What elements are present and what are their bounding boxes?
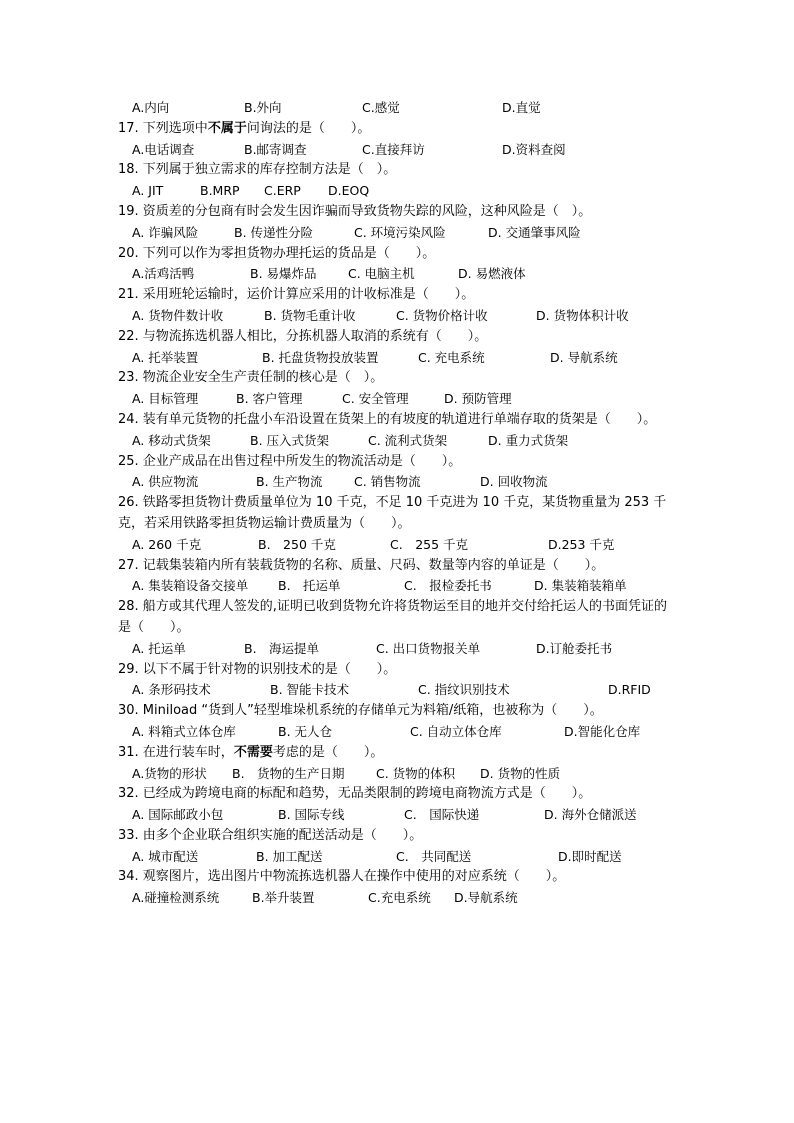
- option-a: A. 供应物流: [132, 474, 199, 490]
- option-b: B. 货物毛重计收: [264, 307, 356, 323]
- option-b: B. 托盘货物投放装置: [262, 349, 379, 365]
- option-d: D.EOQ: [328, 183, 370, 199]
- option-a: A. 国际邮政小包: [132, 807, 224, 823]
- option-d: D.即时配送: [558, 848, 622, 864]
- option-d: D. 货物体积计收: [536, 307, 629, 323]
- question-32: 32. 已经成为跨境电商的标配和趋势，无品类限制的跨境电商物流方式是（ ）。: [118, 786, 592, 802]
- option-c: C. 出口货物报关单: [376, 640, 481, 656]
- question-26: 26. 铁路零担货物计费质量单位为 10 千克，不足 10 千克进为 10 千克，某货物重量为 253 千克，若采用铁路零担货物运输计费质量为（ ）。: [118, 495, 667, 531]
- option-a: A. 托运单: [132, 640, 186, 656]
- option-c: C.直接拜访: [362, 141, 425, 157]
- option-d: D. 预防管理: [444, 391, 512, 407]
- option-b: B. 250 千克: [258, 536, 336, 552]
- options-q27: [132, 576, 678, 597]
- option-a: A.货物的形状: [132, 765, 207, 781]
- option-d: D. 易燃液体: [458, 266, 526, 282]
- option-c: C. 销售物流: [354, 474, 421, 490]
- options-q20: [132, 264, 678, 285]
- option-d: D.253 千克: [548, 536, 615, 552]
- question-34: 34. 观察图片，选出图片中物流拣选机器人在操作中使用的对应系统（ ）。: [118, 869, 566, 885]
- option-b: B. 生产物流: [256, 474, 323, 490]
- option-b: B. 海运提单: [244, 640, 320, 656]
- option-c: C. 充电系统: [418, 349, 485, 365]
- option-d: D. 导航系统: [550, 349, 618, 365]
- option-a: A. JIT: [132, 183, 164, 199]
- option-c: C. 电脑主机: [348, 266, 415, 282]
- option-c: C. 流利式货架: [368, 432, 448, 448]
- option-b: B. 智能卡技术: [270, 682, 350, 698]
- question-27: 27. 记载集装箱内所有装载货物的名称、质量、尺码、数量等内容的单证是（ ）。: [118, 557, 605, 573]
- option-b: B.外向: [244, 100, 282, 115]
- option-c: C. 指纹识别技术: [418, 682, 510, 698]
- options-q22: [132, 348, 678, 369]
- option-b: B. 无人仓: [278, 723, 333, 739]
- option-b: B. 客户管理: [236, 391, 303, 407]
- option-a: A. 托举装置: [132, 349, 199, 365]
- option-a: A. 移动式货架: [132, 432, 211, 448]
- options-q32: [132, 805, 678, 826]
- option-d: D.智能化仓库: [564, 723, 641, 739]
- option-a: A. 料箱式立体仓库: [132, 723, 236, 739]
- option-a: A.碰撞检测系统: [132, 890, 220, 906]
- question-33: 33. 由多个企业联合组织实施的配送活动是（ ）。: [118, 827, 423, 843]
- options-q21: [132, 306, 678, 327]
- option-d: D. 重力式货架: [488, 432, 569, 448]
- option-c: C. 国际快递: [404, 807, 480, 823]
- options-q17: [132, 140, 678, 161]
- option-c: C. 货物的体积: [376, 765, 456, 781]
- question-28: 28. 船方或其代理人签发的,证明已收到货物允许将货物运至目的地并交付给托运人的书面凭证的是（ ）。: [118, 599, 667, 635]
- emphasis-text: 不需要: [233, 744, 273, 760]
- options-q30: [132, 722, 678, 743]
- option-c: C.充电系统: [368, 890, 431, 906]
- option-a: A. 集装箱设备交接单: [132, 578, 249, 594]
- option-d: D. 交通肇事风险: [488, 224, 581, 240]
- option-a: A. 260 千克: [132, 536, 202, 552]
- option-d: D.RFID: [608, 682, 651, 698]
- question-30: 30. Miniload “货到人”轻型堆垛机系统的存储单元为料箱/纸箱，也被称为（ ）。: [118, 703, 603, 719]
- options-q18: [132, 181, 678, 202]
- emphasis-text: 不属于: [207, 120, 247, 136]
- option-b: B. 加工配送: [256, 848, 323, 864]
- question-21: 21. 采用班轮运输时，运价计算应采用的计收标准是（ ）。: [118, 287, 475, 303]
- question-24: 24. 装有单元货物的托盘小车沿设置在货架上的有坡度的轨道进行单端存取的货架是（ ）。: [118, 411, 657, 427]
- options-q34: [132, 888, 678, 909]
- option-c: C. 报检委托书: [404, 578, 492, 594]
- option-c: C. 自动立体仓库: [410, 723, 502, 739]
- option-a: A. 诈骗风险: [132, 224, 199, 240]
- option-b: B.举升装置: [252, 890, 315, 906]
- option-d: D. 回收物流: [480, 474, 548, 490]
- option-d: D. 海外仓储派送: [544, 807, 637, 823]
- option-c: C. 货物价格计收: [396, 307, 488, 323]
- option-c: C. 255 千克: [390, 536, 469, 552]
- options-q26: [132, 535, 678, 556]
- question-19: 19. 资质差的分包商有时会发生因诈骗而导致货物失踪的风险，这种风险是（ ）。: [118, 203, 592, 219]
- option-c: C. 安全管理: [342, 391, 409, 407]
- option-c: C.ERP: [264, 183, 301, 199]
- option-d: D.导航系统: [454, 890, 518, 906]
- option-b: B. 托运单: [278, 578, 341, 594]
- options-q25: [132, 472, 678, 493]
- option-b: B.MRP: [200, 183, 240, 199]
- option-a: A. 货物件数计收: [132, 307, 224, 323]
- options-q29: [132, 680, 678, 701]
- question-29: 29. 以下不属于针对物的识别技术的是（ ）。: [118, 661, 397, 677]
- option-c: C. 共同配送: [396, 848, 472, 864]
- question-31: 31. 在进行装车时，不需要考虑的是（ ）。: [118, 744, 384, 760]
- options-q23: [132, 389, 678, 410]
- option-d: D. 货物的性质: [480, 765, 561, 781]
- option-c: C. 环境污染风险: [354, 224, 446, 240]
- option-b: B. 压入式货架: [250, 432, 330, 448]
- options-q28: [132, 639, 678, 660]
- option-b: B. 货物的生产日期: [232, 765, 345, 781]
- question-18: 18. 下列属于独立需求的库存控制方法是（ ）。: [118, 162, 397, 178]
- option-a: A. 目标管理: [132, 391, 199, 407]
- option-b: B. 国际专线: [278, 807, 345, 823]
- option-d: D.直觉: [502, 100, 541, 115]
- option-a: A.活鸡活鸭: [132, 266, 195, 282]
- question-22: 22. 与物流拣选机器人相比，分拣机器人取消的系统有（ ）。: [118, 328, 488, 344]
- question-17: 17. 下列选项中不属于问询法的是（ ）。: [118, 120, 371, 136]
- option-d: D.订舱委托书: [536, 640, 613, 656]
- options-q24: [132, 431, 678, 452]
- option-a: A. 城市配送: [132, 848, 199, 864]
- question-23: 23. 物流企业安全生产责任制的核心是（ ）。: [118, 370, 384, 386]
- option-d: D.资料查阅: [502, 141, 566, 157]
- option-a: A. 条形码技术: [132, 682, 211, 698]
- question-25: 25. 企业产成品在出售过程中所发生的物流活动是（ ）。: [118, 453, 462, 469]
- option-c: C.感觉: [362, 100, 400, 115]
- option-a: A.内向: [132, 100, 170, 115]
- options-q33: [132, 847, 678, 868]
- option-a: A.电话调查: [132, 141, 195, 157]
- option-d: D. 集装箱装箱单: [534, 578, 627, 594]
- option-b: B. 传递性分险: [234, 224, 314, 240]
- exam-page: [118, 98, 678, 909]
- option-b: B. 易爆炸品: [250, 266, 317, 282]
- question-20: 20. 下列可以作为零担货物办理托运的货品是（ ）。: [118, 245, 436, 261]
- option-b: B.邮寄调查: [244, 141, 307, 157]
- options-q31: [132, 764, 678, 785]
- options-q16: [132, 98, 678, 119]
- options-q19: [132, 223, 678, 244]
